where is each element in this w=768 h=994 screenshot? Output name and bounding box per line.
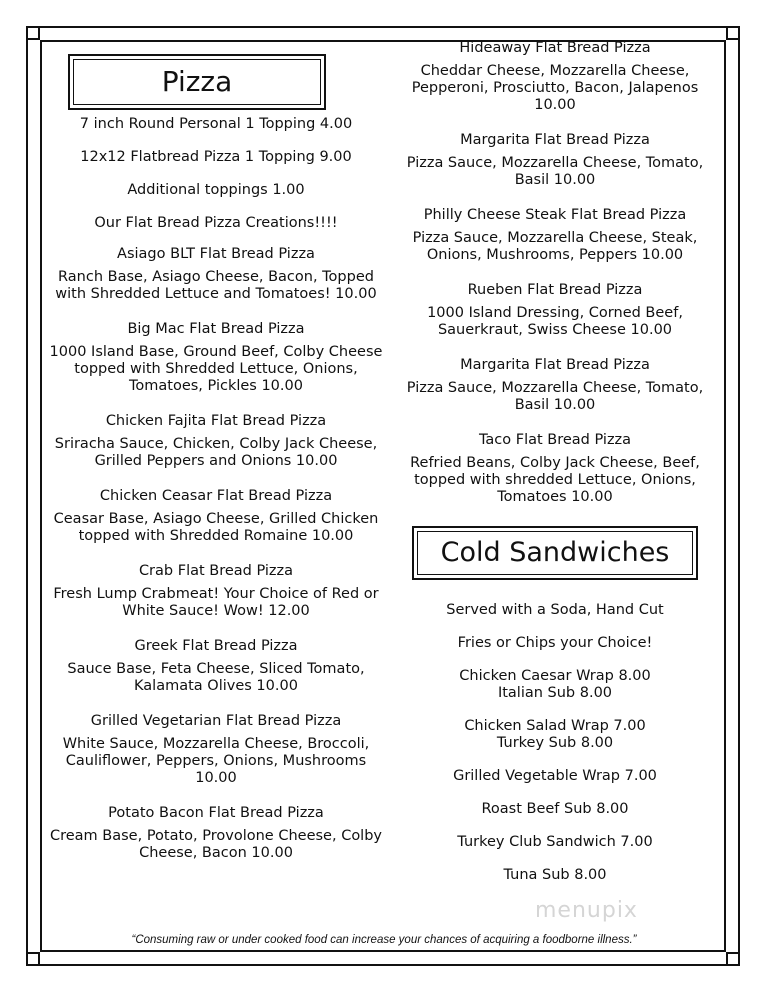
cold-intro-line: Served with a Soda, Hand Cut (446, 602, 664, 618)
item-name: Philly Cheese Steak Flat Bread Pizza (423, 207, 687, 223)
sandwich-line: Chicken Salad Wrap 7.00 (464, 718, 646, 734)
menu-item (394, 207, 716, 264)
cold-sandwiches-heading-box (412, 526, 698, 580)
item-name: Margarita Flat Bread Pizza (460, 132, 650, 148)
item-desc: Sauce Base, Feta Cheese, Sliced Tomato, Kalamata Olives 10.00 (67, 661, 365, 694)
item-name: Chicken Ceasar Flat Bread Pizza (99, 488, 333, 504)
pizza-intro-line: 7 inch Round Personal 1 Topping 4.00 (79, 116, 353, 132)
right-column (394, 40, 716, 900)
sandwich-line: Roast Beef Sub 8.00 (481, 801, 629, 817)
item-desc: Pizza Sauce, Mozzarella Cheese, Tomato, Basil 10.00 (406, 380, 704, 413)
item-name: Crab Flat Bread Pizza (138, 563, 294, 579)
item-desc: Ranch Base, Asiago Cheese, Bacon, Topped with Shredded Lettuce and Tomatoes! 10.00 (55, 269, 377, 302)
menu-item (48, 713, 384, 787)
sandwich-item (394, 768, 716, 785)
corner-ornament (26, 26, 40, 40)
cold-intro-line: Fries or Chips your Choice! (457, 635, 653, 651)
item-name: Greek Flat Bread Pizza (134, 638, 298, 654)
corner-ornament (726, 26, 740, 40)
sandwich-item (394, 718, 716, 752)
menu-item (48, 246, 384, 303)
menu-item (394, 357, 716, 414)
item-desc: White Sauce, Mozzarella Cheese, Broccoli, Cauliflower, Peppers, Onions, Mushrooms 10.00 (62, 736, 370, 786)
sandwich-line: Turkey Club Sandwich 7.00 (457, 834, 653, 850)
watermark: menupix (535, 898, 638, 923)
item-name: Hideaway Flat Bread Pizza (459, 40, 651, 56)
sandwich-line: Turkey Sub 8.00 (496, 735, 614, 751)
item-name: Margarita Flat Bread Pizza (460, 357, 650, 373)
pizza-intro-line: Additional toppings 1.00 (127, 182, 305, 198)
item-name: Asiago BLT Flat Bread Pizza (117, 246, 315, 262)
menu-item (48, 488, 384, 545)
item-name: Potato Bacon Flat Bread Pizza (108, 805, 324, 821)
item-desc: Cream Base, Potato, Provolone Cheese, Colby Cheese, Bacon 10.00 (49, 828, 382, 861)
menu-item (48, 563, 384, 620)
menu-item (48, 638, 384, 695)
left-column (48, 116, 384, 880)
item-desc: 1000 Island Dressing, Corned Beef, Sauerkraut, Swiss Cheese 10.00 (427, 305, 683, 338)
pizza-heading-box (68, 54, 326, 110)
pizza-intro-line: 12x12 Flatbread Pizza 1 Topping 9.00 (80, 149, 352, 165)
sandwich-line: Tuna Sub 8.00 (503, 867, 607, 883)
item-desc: Cheddar Cheese, Mozzarella Cheese, Pepperoni, Prosciutto, Bacon, Jalapenos 10.00 (411, 63, 699, 113)
item-name: Taco Flat Bread Pizza (478, 432, 632, 448)
menu-item (394, 40, 716, 114)
item-desc: Ceasar Base, Asiago Cheese, Grilled Chicken topped with Shredded Romaine 10.00 (53, 511, 379, 544)
corner-ornament (26, 952, 40, 966)
corner-ornament (726, 952, 740, 966)
menu-item (48, 321, 384, 395)
sandwich-item (394, 867, 716, 884)
item-name: Chicken Fajita Flat Bread Pizza (105, 413, 327, 429)
item-desc: Fresh Lump Crabmeat! Your Choice of Red or White Sauce! Wow! 12.00 (53, 586, 379, 619)
item-desc: Pizza Sauce, Mozzarella Cheese, Steak, Onions, Mushrooms, Peppers 10.00 (412, 230, 698, 263)
sandwich-line: Italian Sub 8.00 (497, 685, 613, 701)
sandwich-item (394, 834, 716, 851)
sandwich-item (394, 668, 716, 702)
menu-item (48, 413, 384, 470)
item-desc: 1000 Island Base, Ground Beef, Colby Cheese topped with Shredded Lettuce, Onions, Tomatoes, Pickles 10.00 (49, 344, 383, 394)
item-desc: Pizza Sauce, Mozzarella Cheese, Tomato, Basil 10.00 (406, 155, 704, 188)
item-desc: Refried Beans, Colby Jack Cheese, Beef, topped with shredded Lettuce, Onions, Tomatoes 10.00 (410, 455, 700, 505)
footnote: “Consuming raw or under cooked food can increase your chances of acquiring a foodborne illness.” (131, 934, 637, 946)
menu-item (394, 432, 716, 506)
item-desc: Sriracha Sauce, Chicken, Colby Jack Cheese, Grilled Peppers and Onions 10.00 (54, 436, 378, 469)
item-name: Rueben Flat Bread Pizza (467, 282, 643, 298)
menu-item (394, 132, 716, 189)
sandwich-line: Grilled Vegetable Wrap 7.00 (453, 768, 657, 784)
pizza-heading: Pizza (73, 59, 321, 105)
item-name: Grilled Vegetarian Flat Bread Pizza (90, 713, 342, 729)
pizza-intro-line: Our Flat Bread Pizza Creations!!!! (94, 215, 338, 231)
sandwich-item (394, 801, 716, 818)
cold-sandwiches-heading: Cold Sandwiches (417, 531, 693, 575)
item-name: Big Mac Flat Bread Pizza (127, 321, 305, 337)
menu-item (394, 282, 716, 339)
sandwich-line: Chicken Caesar Wrap 8.00 (459, 668, 651, 684)
menu-item (48, 805, 384, 862)
